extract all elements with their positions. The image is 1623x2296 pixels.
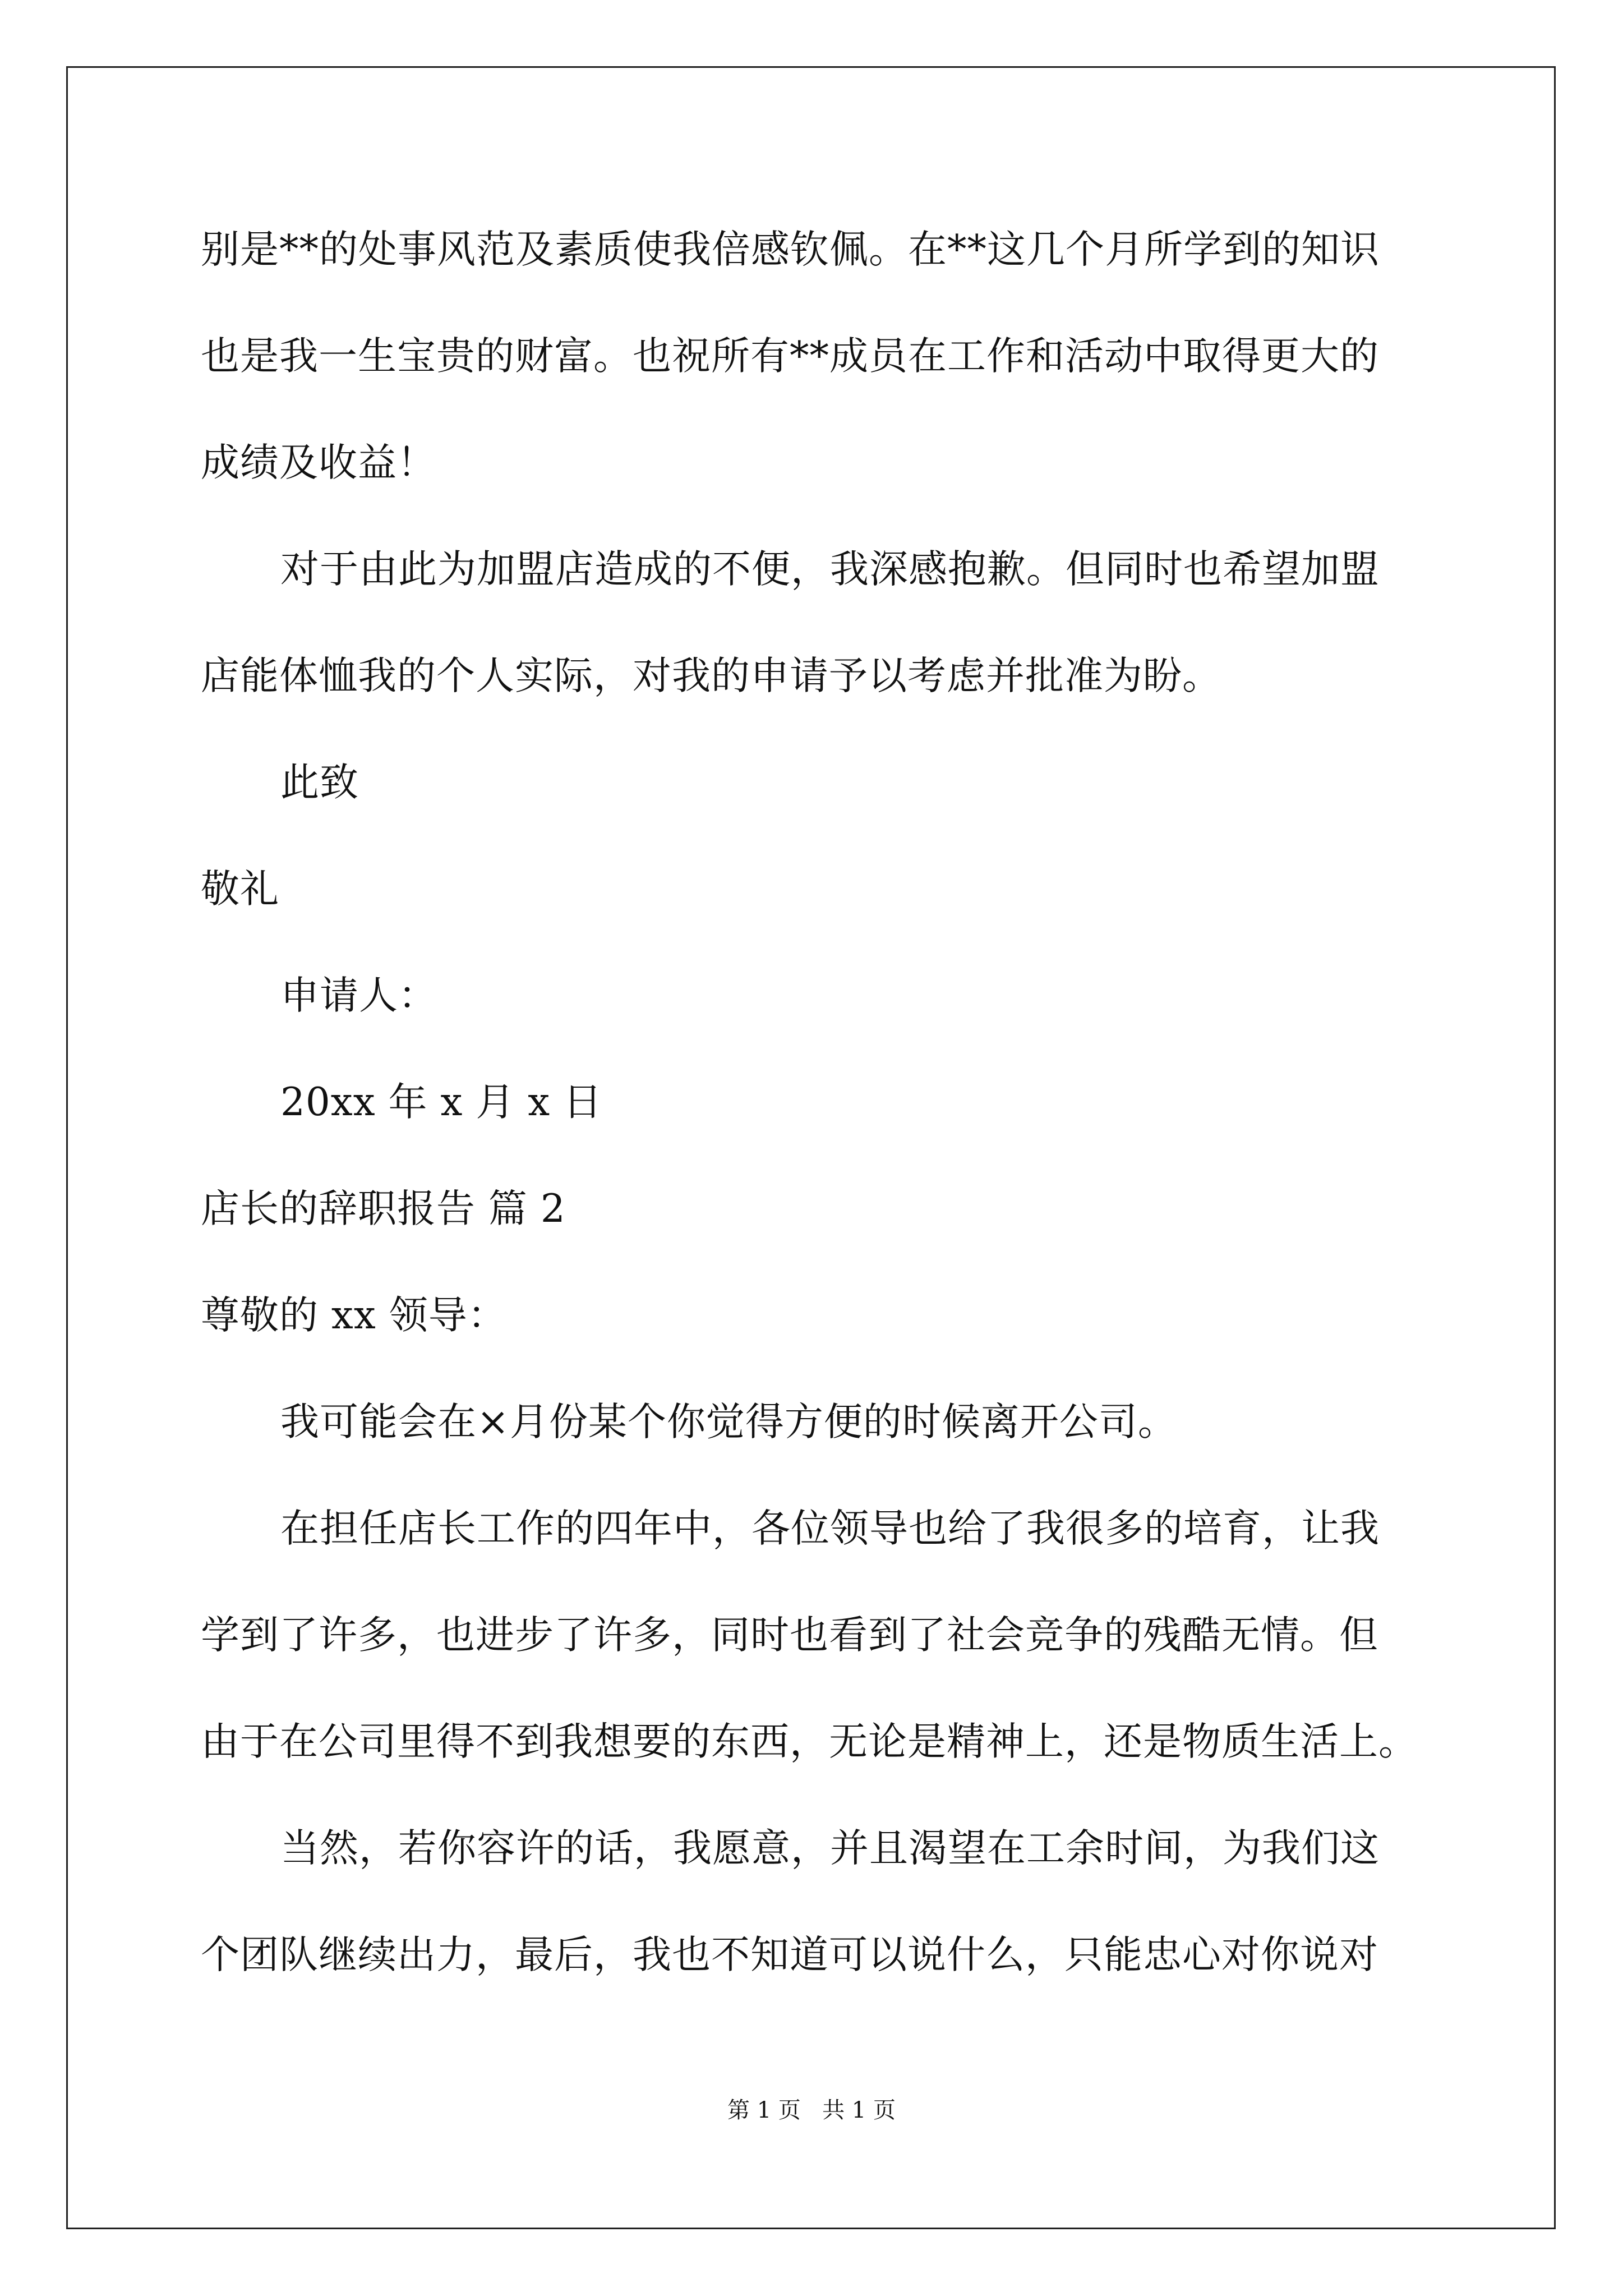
paragraph-line: 学到了许多，也进步了许多，同时也看到了社会竞争的残酷无情。但 (201, 1613, 1378, 1658)
paragraph-line: 由于在公司里得不到我想要的东西，无论是精神上，还是物质生活上。 (201, 1719, 1418, 1764)
greeting: 尊敬的 xx 领导： (201, 1293, 507, 1338)
paragraph-line: 当然，若你容许的话，我愿意，并且渴望在工余时间，为我们这 (280, 1826, 1380, 1871)
closing-salutation: 此致 (280, 760, 359, 805)
paragraph-line: 店能体恤我的个人实际，对我的申请予以考虑并批准为盼。 (201, 654, 1221, 698)
paragraph-line: 也是我一生宝贵的财富。也祝所有**成员在工作和活动中取得更大的 (201, 334, 1379, 379)
page-border (66, 66, 1556, 2229)
applicant-label: 申请人： (280, 973, 437, 1018)
page-number-footer: 第 1 页 共 1 页 (727, 2097, 896, 2123)
closing-regards: 敬礼 (201, 867, 279, 912)
section-title: 店长的辞职报告 篇 2 (201, 1186, 566, 1231)
paragraph-line: 别是**的处事风范及素质使我倍感钦佩。在**这几个月所学到的知识 (201, 227, 1380, 272)
date-line: 20xx 年 x 月 x 日 (280, 1080, 603, 1125)
paragraph-line: 在担任店长工作的四年中，各位领导也给了我很多的培育，让我 (280, 1506, 1380, 1551)
paragraph-line: 个团队继续出力，最后，我也不知道可以说什么，只能忠心对你说对 (201, 1932, 1378, 1977)
paragraph-line: 成绩及收益！ (201, 440, 436, 485)
paragraph-line: 我可能会在×月份某个你觉得方便的时候离开公司。 (280, 1400, 1177, 1444)
paragraph-line: 对于由此为加盟店造成的不便，我深感抱歉。但同时也希望加盟 (280, 547, 1380, 592)
